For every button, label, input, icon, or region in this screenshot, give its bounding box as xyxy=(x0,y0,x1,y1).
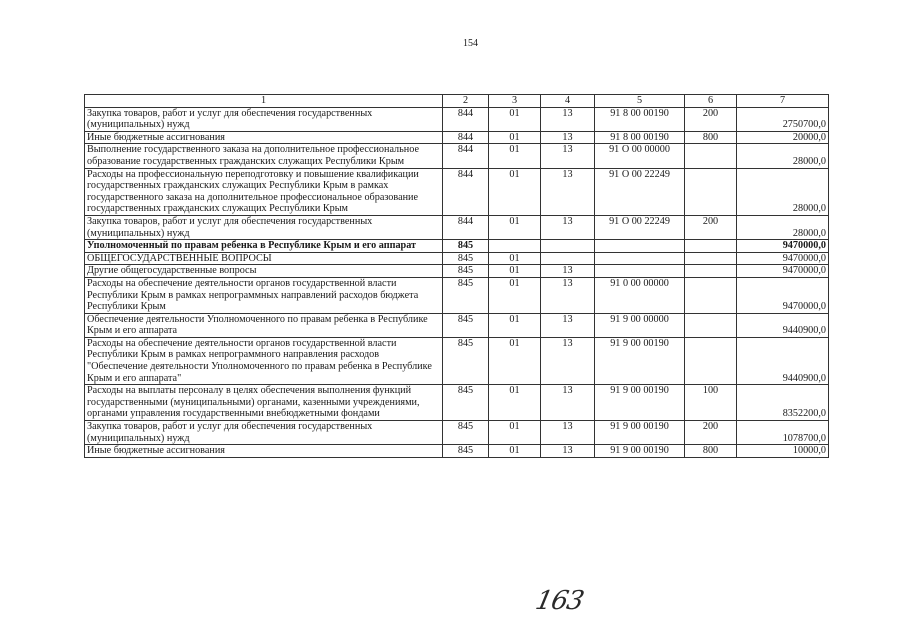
cell-subsection: 13 xyxy=(541,265,595,278)
cell-amount: 9470000,0 xyxy=(737,277,829,313)
cell-target-article: 91 9 00 00190 xyxy=(595,421,685,445)
cell-section: 01 xyxy=(489,337,541,384)
cell-name: Иные бюджетные ассигнования xyxy=(85,445,443,458)
cell-expense-type xyxy=(685,240,737,253)
cell-expense-type xyxy=(685,277,737,313)
cell-subsection: 13 xyxy=(541,313,595,337)
cell-target-article: 91 0 00 00000 xyxy=(595,277,685,313)
cell-amount: 20000,0 xyxy=(737,131,829,144)
cell-expense-type: 200 xyxy=(685,215,737,239)
column-header: 5 xyxy=(595,95,685,108)
table-row xyxy=(85,107,829,131)
cell-section: 01 xyxy=(489,131,541,144)
cell-ministry-code: 844 xyxy=(443,168,489,215)
table-row xyxy=(85,337,829,384)
cell-amount: 28000,0 xyxy=(737,215,829,239)
budget-table xyxy=(84,94,829,458)
cell-expense-type: 800 xyxy=(685,131,737,144)
cell-target-article: 91 8 00 00190 xyxy=(595,131,685,144)
cell-ministry-code: 844 xyxy=(443,107,489,131)
cell-amount: 9470000,0 xyxy=(737,265,829,278)
table-row xyxy=(85,277,829,313)
cell-subsection: 13 xyxy=(541,445,595,458)
cell-target-article: 91 О 00 22249 xyxy=(595,215,685,239)
page-number: 154 xyxy=(463,38,478,49)
cell-name: Выполнение государственного заказа на дополнительное профессиональное образование государственных гражданских служащих Республики Крым xyxy=(85,144,443,168)
cell-subsection: 13 xyxy=(541,144,595,168)
table-row xyxy=(85,240,829,253)
cell-amount: 2750700,0 xyxy=(737,107,829,131)
cell-expense-type xyxy=(685,168,737,215)
cell-target-article: 91 О 00 22249 xyxy=(595,168,685,215)
table-row xyxy=(85,215,829,239)
cell-ministry-code: 845 xyxy=(443,445,489,458)
cell-subsection: 13 xyxy=(541,337,595,384)
cell-expense-type xyxy=(685,144,737,168)
cell-target-article: 91 О 00 00000 xyxy=(595,144,685,168)
cell-subsection: 13 xyxy=(541,215,595,239)
cell-name: Расходы на выплаты персоналу в целях обеспечения выполнения функций государственными (муниципальными) органами, казенными учреждениями, органами управления государственными внебюджетными фондами xyxy=(85,385,443,421)
table-row xyxy=(85,445,829,458)
cell-ministry-code: 845 xyxy=(443,265,489,278)
cell-section: 01 xyxy=(489,265,541,278)
cell-ministry-code: 844 xyxy=(443,144,489,168)
cell-expense-type: 100 xyxy=(685,385,737,421)
cell-amount: 10000,0 xyxy=(737,445,829,458)
cell-subsection: 13 xyxy=(541,107,595,131)
table-body xyxy=(85,95,829,458)
table-row xyxy=(85,168,829,215)
cell-name: Уполномоченный по правам ребенка в Республике Крым и его аппарат xyxy=(85,240,443,253)
cell-name: Закупка товаров, работ и услуг для обеспечения государственных (муниципальных) нужд xyxy=(85,107,443,131)
table-row xyxy=(85,252,829,265)
cell-name: ОБЩЕГОСУДАРСТВЕННЫЕ ВОПРОСЫ xyxy=(85,252,443,265)
table-row xyxy=(85,313,829,337)
cell-expense-type xyxy=(685,265,737,278)
cell-subsection: 13 xyxy=(541,421,595,445)
cell-ministry-code: 845 xyxy=(443,337,489,384)
cell-section: 01 xyxy=(489,313,541,337)
column-header: 4 xyxy=(541,95,595,108)
cell-expense-type: 800 xyxy=(685,445,737,458)
cell-ministry-code: 845 xyxy=(443,421,489,445)
column-header: 7 xyxy=(737,95,829,108)
cell-expense-type: 200 xyxy=(685,107,737,131)
column-header: 3 xyxy=(489,95,541,108)
cell-section: 01 xyxy=(489,252,541,265)
cell-ministry-code: 845 xyxy=(443,252,489,265)
cell-section: 01 xyxy=(489,385,541,421)
cell-name: Расходы на обеспечение деятельности органов государственной власти Республики Крым в рамках непрограммных направлений расходов бюджета Республики Крым xyxy=(85,277,443,313)
cell-target-article xyxy=(595,252,685,265)
table-header-row xyxy=(85,95,829,108)
cell-section: 01 xyxy=(489,107,541,131)
cell-amount: 9440900,0 xyxy=(737,337,829,384)
cell-ministry-code: 844 xyxy=(443,131,489,144)
cell-target-article: 91 9 00 00000 xyxy=(595,313,685,337)
cell-section xyxy=(489,240,541,253)
cell-ministry-code: 845 xyxy=(443,385,489,421)
cell-target-article: 91 9 00 00190 xyxy=(595,445,685,458)
cell-subsection: 13 xyxy=(541,277,595,313)
cell-target-article: 91 8 00 00190 xyxy=(595,107,685,131)
column-header: 6 xyxy=(685,95,737,108)
cell-name: Обеспечение деятельности Уполномоченного по правам ребенка в Республике Крым и его аппарата xyxy=(85,313,443,337)
cell-ministry-code: 845 xyxy=(443,313,489,337)
cell-amount: 28000,0 xyxy=(737,168,829,215)
cell-subsection: 13 xyxy=(541,168,595,215)
cell-ministry-code: 844 xyxy=(443,215,489,239)
table-row xyxy=(85,421,829,445)
cell-expense-type xyxy=(685,252,737,265)
cell-expense-type xyxy=(685,337,737,384)
cell-subsection xyxy=(541,240,595,253)
cell-target-article xyxy=(595,240,685,253)
cell-ministry-code: 845 xyxy=(443,240,489,253)
cell-name: Закупка товаров, работ и услуг для обеспечения государственных (муниципальных) нужд xyxy=(85,421,443,445)
cell-subsection: 13 xyxy=(541,385,595,421)
cell-target-article: 91 9 00 00190 xyxy=(595,385,685,421)
table-row xyxy=(85,385,829,421)
table-row xyxy=(85,131,829,144)
cell-subsection: 13 xyxy=(541,131,595,144)
cell-name: Иные бюджетные ассигнования xyxy=(85,131,443,144)
cell-section: 01 xyxy=(489,277,541,313)
cell-ministry-code: 845 xyxy=(443,277,489,313)
cell-section: 01 xyxy=(489,421,541,445)
cell-target-article: 91 9 00 00190 xyxy=(595,337,685,384)
cell-target-article xyxy=(595,265,685,278)
cell-name: Закупка товаров, работ и услуг для обеспечения государственных (муниципальных) нужд xyxy=(85,215,443,239)
cell-subsection xyxy=(541,252,595,265)
cell-section: 01 xyxy=(489,168,541,215)
cell-name: Расходы на профессиональную переподготовку и повышение квалификации государственных гражданских служащих Республики Крым в рамках государственного заказа на дополнительное профессиональное образование государственных гражданских служащих Республики Крым xyxy=(85,168,443,215)
cell-section: 01 xyxy=(489,445,541,458)
cell-expense-type: 200 xyxy=(685,421,737,445)
cell-amount: 28000,0 xyxy=(737,144,829,168)
cell-name: Другие общегосударственные вопросы xyxy=(85,265,443,278)
table-row xyxy=(85,144,829,168)
cell-name: Расходы на обеспечение деятельности органов государственной власти Республики Крым в рамках непрограммного направления расходов "Обеспечение деятельности Уполномоченного по правам ребенка в Республике Крым и его аппарата" xyxy=(85,337,443,384)
handwritten-page-mark: 163 xyxy=(532,586,586,616)
column-header: 2 xyxy=(443,95,489,108)
cell-expense-type xyxy=(685,313,737,337)
cell-section: 01 xyxy=(489,144,541,168)
cell-amount: 9440900,0 xyxy=(737,313,829,337)
cell-amount: 9470000,0 xyxy=(737,240,829,253)
cell-section: 01 xyxy=(489,215,541,239)
cell-amount: 1078700,0 xyxy=(737,421,829,445)
column-header: 1 xyxy=(85,95,443,108)
table-row xyxy=(85,265,829,278)
cell-amount: 9470000,0 xyxy=(737,252,829,265)
cell-amount: 8352200,0 xyxy=(737,385,829,421)
